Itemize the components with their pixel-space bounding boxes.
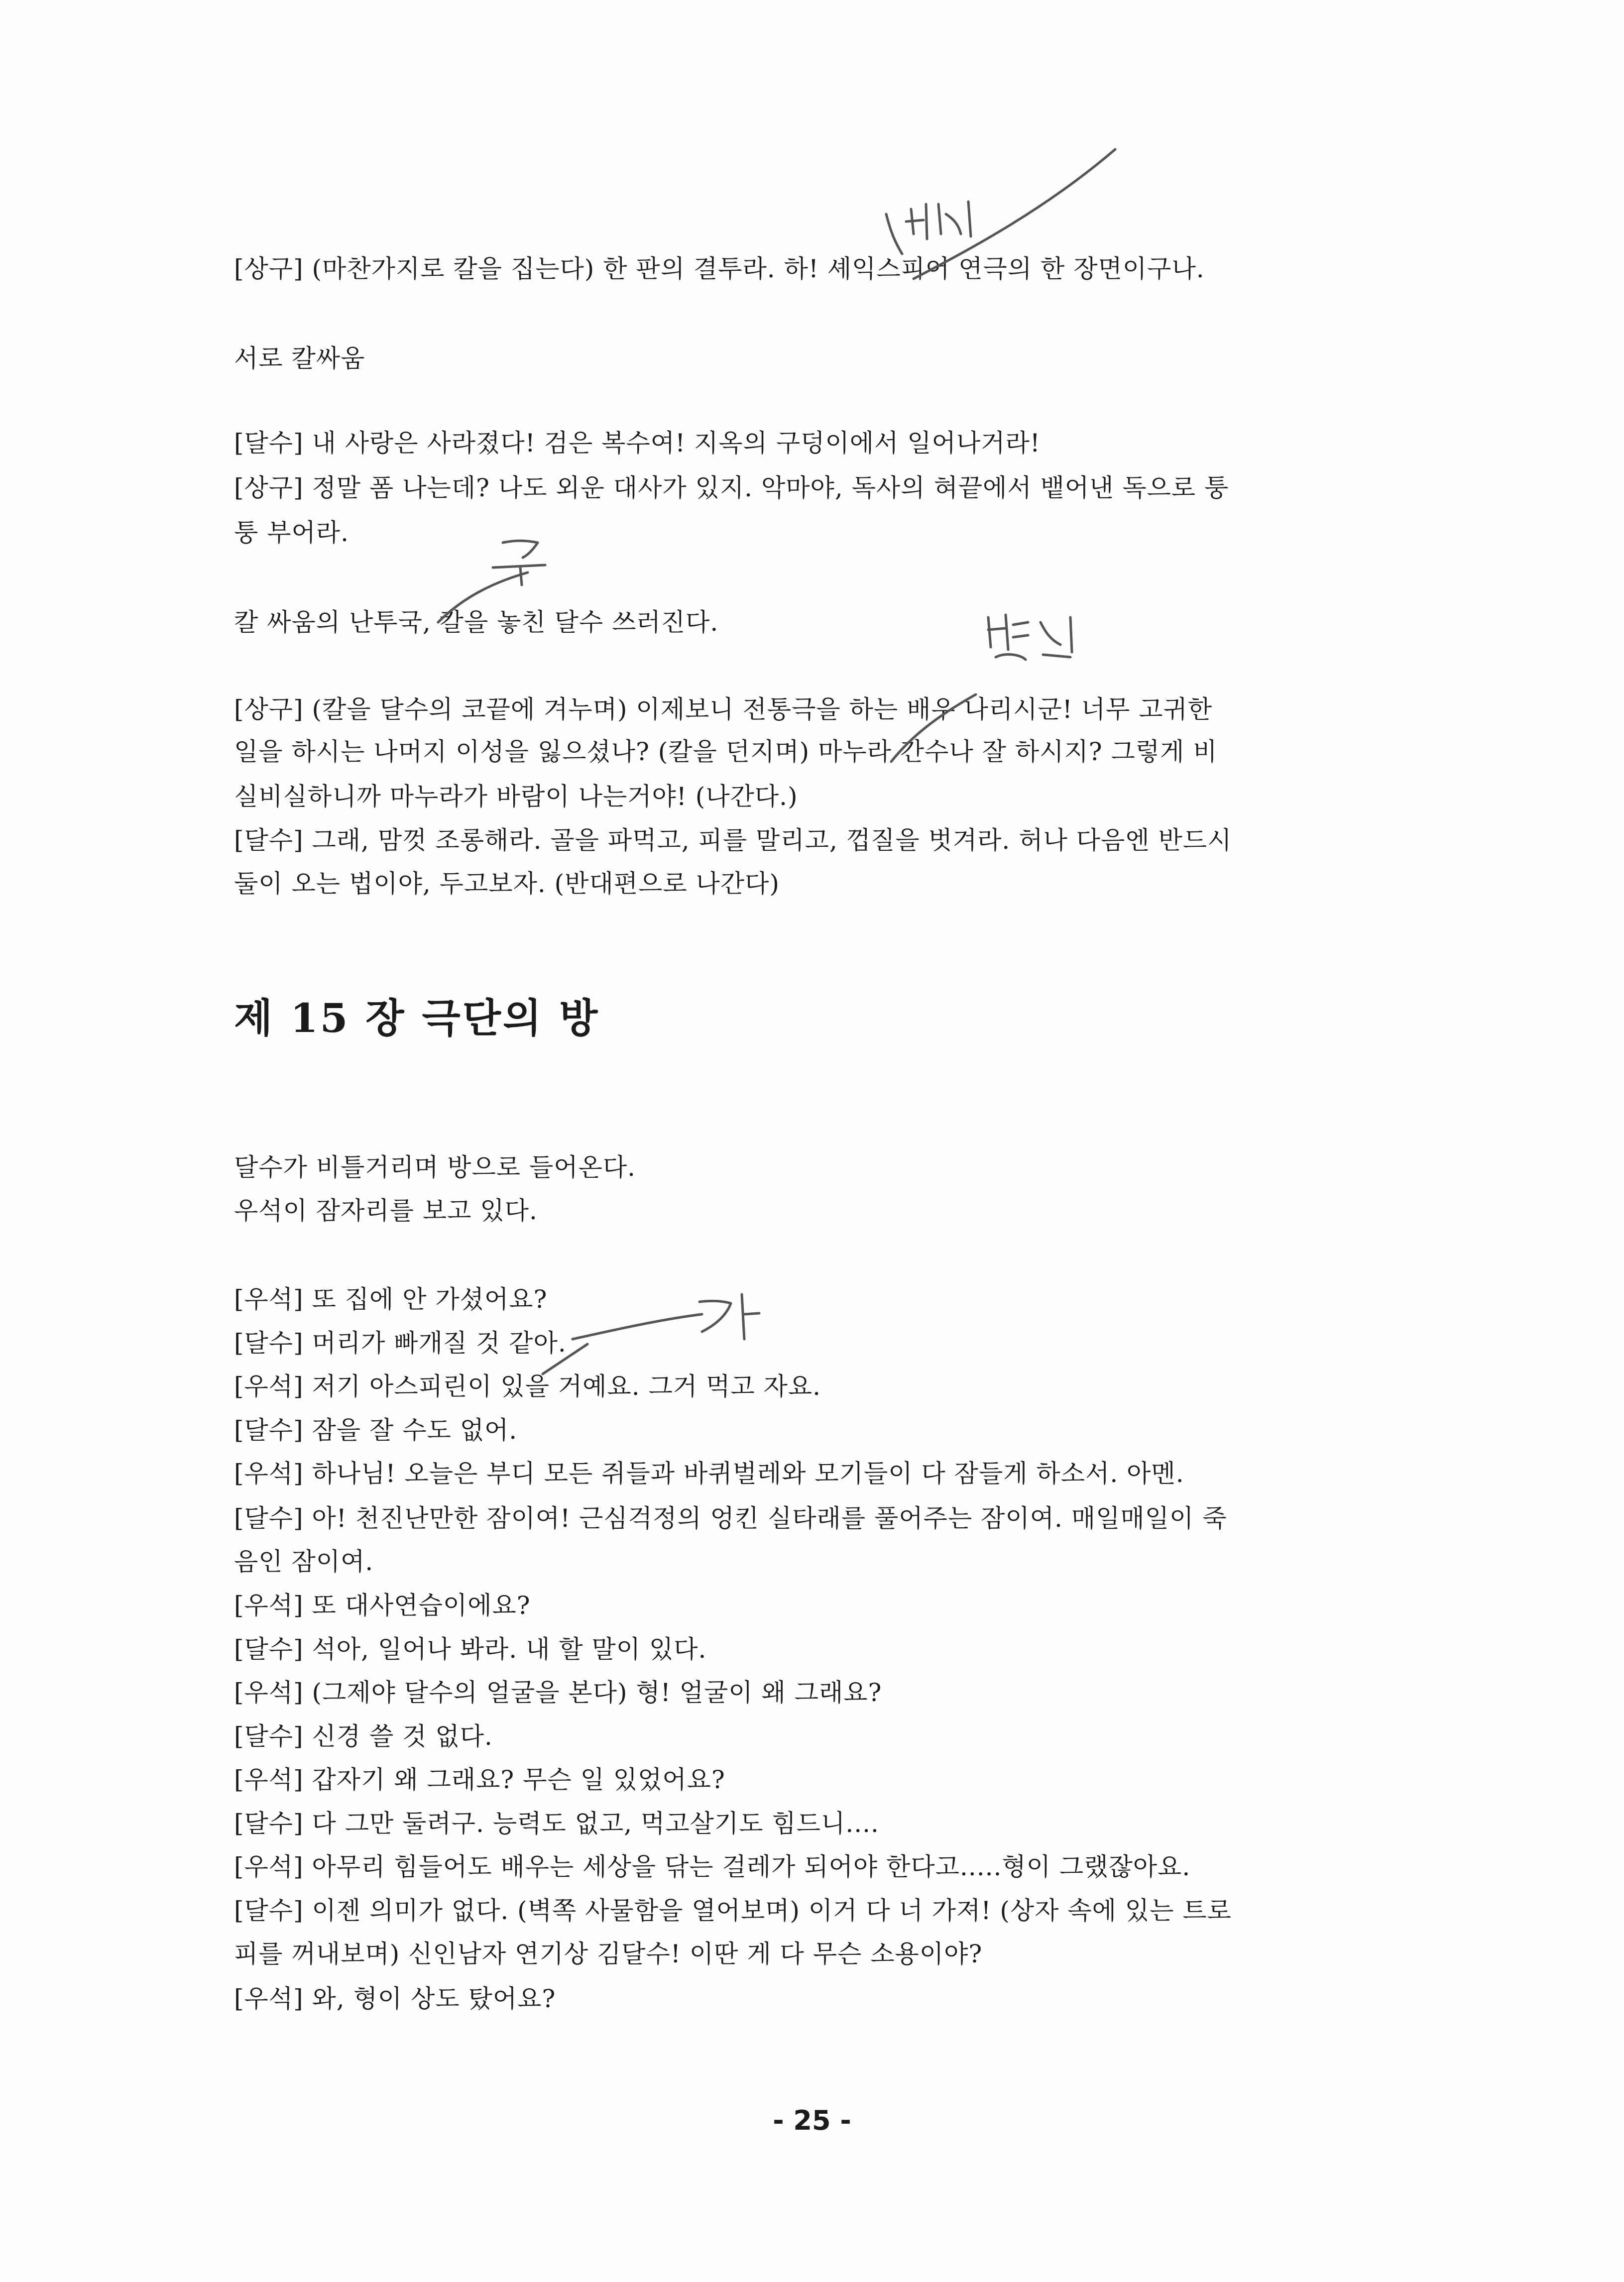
text-line: 실비실하니까 마누라가 바람이 나는거야! (나간다.)	[234, 782, 798, 811]
text-line: [상구] (칼을 달수의 코끝에 겨누며) 이제보니 전통극을 하는 배우 나리시군! 너무 고귀한	[234, 695, 1213, 724]
stage-direction: 우석이 잠자리를 보고 있다.	[234, 1196, 538, 1225]
text-line: 퉁 부어라.	[234, 518, 349, 547]
text-line: [달수] 그래, 맘껏 조롱해라. 골을 파먹고, 피를 말리고, 껍질을 벗겨라. 허나 다음엔 반드시	[234, 826, 1232, 855]
text-line: [상구] (마찬가지로 칼을 집는다) 한 판의 결투라. 하! 셰익스피어 연극의 한 장면이구나.	[234, 254, 1205, 283]
text-line: [우석] 와, 형이 상도 탔어요?	[234, 1984, 556, 2013]
text-line: [우석] 저기 아스피린이 있을 거예요. 그거 먹고 자요.	[234, 1372, 821, 1401]
text-line: 피를 꺼내보며) 신인남자 연기상 김달수! 이딴 게 다 무슨 소용이야?	[234, 1940, 983, 1968]
text-line: [달수] 신경 쓸 것 없다.	[234, 1722, 493, 1751]
scene-heading: 제 15 장 극단의 방	[234, 995, 600, 1041]
text-line: [우석] 또 집에 안 가셨어요?	[234, 1285, 548, 1314]
text-line: [우석] 아무리 힘들어도 배우는 세상을 닦는 걸레가 되어야 한다고.....형이 그랬잖아요.	[234, 1852, 1191, 1881]
text-line: 음인 잠이여.	[234, 1547, 374, 1576]
text-line: [달수] 이젠 의미가 없다. (벽쪽 사물함을 열어보며) 이거 다 너 가져! (상자 속에 있는 트로	[234, 1896, 1232, 1925]
text-line: 둘이 오는 법이야, 두고보자. (반대편으로 나간다)	[234, 869, 780, 898]
text-line: [달수] 다 그만 둘려구. 능력도 없고, 먹고살기도 힘드니....	[234, 1809, 879, 1838]
text-line: [우석] 갑자기 왜 그래요? 무슨 일 있었어요?	[234, 1765, 725, 1794]
handwritten-mark-ga	[543, 1294, 759, 1374]
text-line: [우석] 또 대사연습이에요?	[234, 1591, 531, 1620]
text-line: [달수] 잠을 잘 수도 없어.	[234, 1416, 518, 1445]
text-line: [달수] 내 사랑은 사라졌다! 검은 복수여! 지옥의 구덩이에서 일어나거라!	[234, 429, 1041, 457]
stage-direction: 칼 싸움의 난투국, 칼을 놓친 달수 쓰러진다.	[234, 608, 719, 637]
stage-direction: 서로 칼싸움	[234, 344, 365, 373]
text-line: 일을 하시는 나머지 이성을 잃으셨나? (칼을 던지며) 마누라 간수나 잘 하시지? 그렇게 비	[234, 737, 1218, 766]
text-line: [우석] (그제야 달수의 얼굴을 본다) 형! 얼굴이 왜 그래요?	[234, 1678, 882, 1707]
text-line: [달수] 아! 천진난만한 잠이여! 근심걱정의 엉킨 실타래를 풀어주는 잠이여. 매일매일이 죽	[234, 1504, 1227, 1533]
stage-direction: 달수가 비틀거리며 방으로 들어온다.	[234, 1153, 636, 1182]
page-number: - 25 -	[773, 2105, 851, 2136]
text-line: [상구] 정말 폼 나는데? 나도 외운 대사가 있지. 악마야, 독사의 혀끝에서 뱉어낸 독으로 퉁	[234, 473, 1229, 502]
text-line: [달수] 머리가 빠개질 것 같아.	[234, 1329, 567, 1358]
text-line: [우석] 하나님! 오늘은 부디 모든 쥐들과 바퀴벌레와 모기들이 다 잠들게 하소서. 아멘.	[234, 1459, 1184, 1488]
text-line: [달수] 석아, 일어나 봐라. 내 할 말이 있다.	[234, 1635, 707, 1664]
